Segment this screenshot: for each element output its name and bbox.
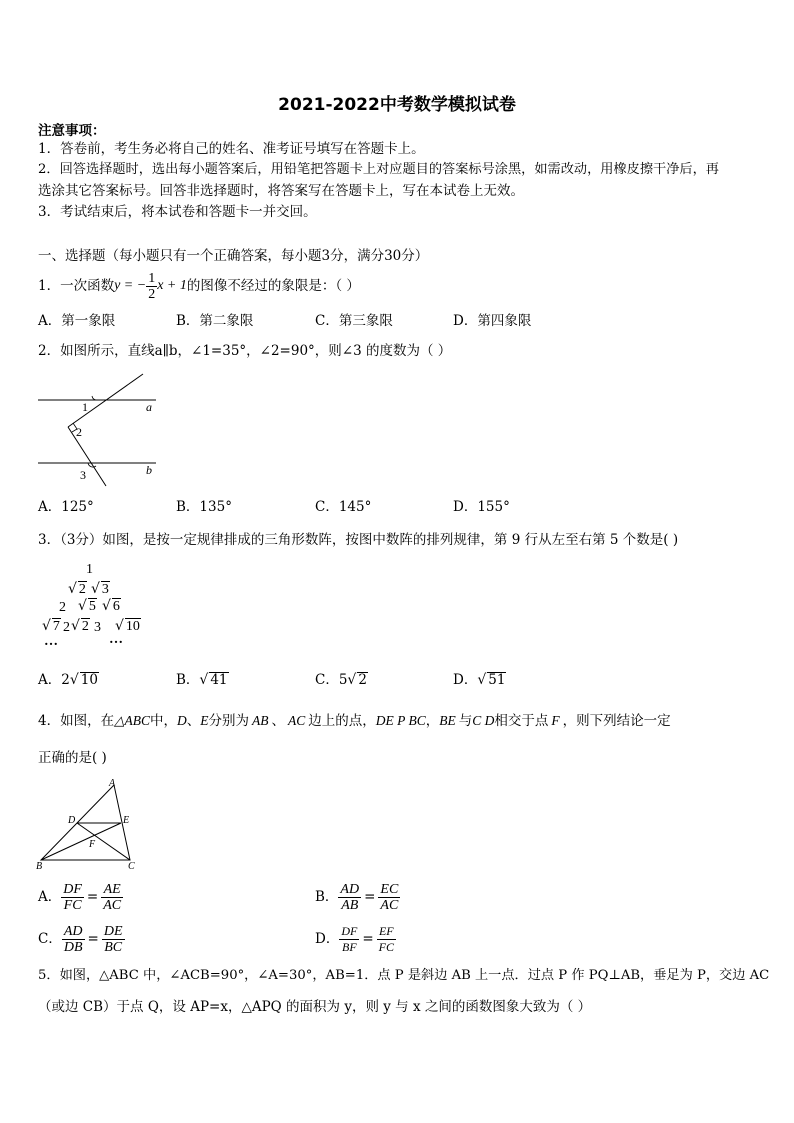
q4-a-den1: FC bbox=[63, 897, 82, 913]
notice-item-1: 1．答卷前，考生务必将自己的姓名、准考证号填写在答题卡上。 bbox=[38, 141, 425, 157]
notice-item-3: 3．考试结束后，将本试卷和答题卡一并交回。 bbox=[38, 204, 317, 220]
notice-item-2: 2．回答选择题时，选出每小题答案后，用铅笔把答题卡上对应题目的答案标号涂黑，如需改动，用橡皮擦干净后，再 bbox=[38, 162, 719, 177]
q4-side-ac: AC bbox=[287, 713, 306, 728]
transversal-lower bbox=[68, 427, 106, 486]
page-title: 2021-2022中考数学模拟试卷 bbox=[278, 95, 516, 115]
q4-sep-2: 、 bbox=[271, 713, 285, 729]
q1-fraction bbox=[146, 271, 157, 302]
q4-triangle: △ABC bbox=[114, 713, 150, 728]
vertex-b-label: B bbox=[36, 861, 43, 871]
array-r4-b: 2 bbox=[63, 620, 70, 635]
question-4-cont: 正确的是( ) bbox=[38, 750, 107, 766]
q4-c-num1: AD bbox=[63, 923, 83, 939]
q2-option-a[interactable]: A．125° bbox=[38, 499, 94, 515]
line-a-label: a bbox=[146, 400, 152, 414]
q4-a-num2: AE bbox=[101, 882, 123, 898]
array-r2-b: 3 bbox=[101, 582, 109, 597]
q3-c-radicand: 2 bbox=[358, 672, 367, 688]
q1-option-c[interactable]: C．第三象限 bbox=[315, 313, 393, 329]
q4-point-e: E bbox=[200, 713, 209, 728]
segment-cd bbox=[77, 823, 130, 860]
q2-figure bbox=[36, 370, 166, 490]
array-dots-2: … bbox=[109, 632, 123, 647]
q4-part-c: 分别为 bbox=[208, 713, 249, 729]
q4-point-f: F bbox=[551, 713, 560, 728]
q4-a-den2: AC bbox=[103, 897, 122, 913]
q4-a-equals: = bbox=[86, 889, 99, 905]
array-r1: 1 bbox=[86, 562, 93, 577]
q4-part-b: 中， bbox=[149, 713, 177, 729]
vertex-a-label: A bbox=[109, 778, 116, 789]
array-r3-b: 5 bbox=[88, 599, 96, 614]
array-dots-1: … bbox=[44, 634, 58, 649]
q1-eq-rhs: x + 1 bbox=[157, 278, 187, 293]
q4-a-label: A． bbox=[38, 889, 62, 905]
segment-be bbox=[41, 823, 121, 860]
question-4 bbox=[38, 713, 671, 729]
vertex-d-label: D bbox=[68, 815, 76, 826]
q4-b-den1: AB bbox=[341, 897, 359, 913]
q4-c-den1: DB bbox=[63, 939, 83, 955]
q1-option-d[interactable]: D．第四象限 bbox=[453, 313, 532, 329]
q4-c-label: C． bbox=[38, 931, 62, 947]
q3-a-radicand: 10 bbox=[80, 672, 98, 688]
q4-c-num2: DE bbox=[103, 923, 123, 939]
q4-side-ab: AB bbox=[251, 713, 269, 728]
vertex-c-label: C bbox=[128, 861, 135, 871]
q4-seg-be: BE bbox=[439, 713, 456, 728]
q4-point-d: D bbox=[176, 713, 187, 728]
q3-a-prefix: A．2 bbox=[38, 672, 70, 688]
question-5: 5．如图，△ABC 中，∠ACB=90°，∠A=30°，AB=1．点 P 是斜边 AB 上一点．过点 P 作 PQ⊥AB，垂足为 P，交边 AC bbox=[38, 968, 770, 983]
q2-option-d[interactable]: D．155° bbox=[453, 499, 510, 515]
q1-frac-num: 1 bbox=[148, 270, 156, 286]
q4-c-den2: BC bbox=[104, 939, 123, 955]
line-b-label: b bbox=[146, 463, 152, 477]
notice-item-2-cont: 选涂其它答案标号。回答非选择题时，将答案写在答题卡上，写在本试卷上无效。 bbox=[38, 183, 524, 199]
q3-d-radicand: 51 bbox=[488, 672, 506, 688]
q4-figure bbox=[34, 776, 144, 871]
q4-part-g: ，则下列结论一定 bbox=[562, 713, 671, 729]
q3-option-b[interactable]: B．√ 41 bbox=[176, 672, 228, 688]
q4-b-label: B． bbox=[315, 889, 339, 905]
q3-c-prefix: C．5 bbox=[315, 672, 348, 688]
q1-prefix: 1．一次函数 bbox=[38, 278, 115, 294]
q4-part-e: 与 bbox=[458, 713, 473, 729]
q3-b-radicand: 41 bbox=[210, 672, 228, 688]
q4-d-equals: = bbox=[362, 931, 374, 947]
q4-b-num1: AD bbox=[340, 881, 360, 897]
q4-sep-3: ， bbox=[425, 713, 440, 729]
section-heading: 一、选择题（每小题只有一个正确答案，每小题3分，满分30分） bbox=[38, 248, 429, 264]
q4-seg-cd: C D bbox=[472, 713, 495, 728]
question-5-cont: （或边 CB）于点 Q，设 AP=x，△APQ 的面积为 y，则 y 与 x 之间的函数图象大致为（ ） bbox=[38, 999, 592, 1015]
q1-option-a[interactable]: A．第一象限 bbox=[38, 313, 116, 329]
question-1 bbox=[38, 268, 360, 304]
q2-option-b[interactable]: B．135° bbox=[176, 499, 232, 515]
q4-part-d: 边上的点， bbox=[308, 713, 376, 729]
vertex-e-label: E bbox=[123, 815, 130, 826]
q4-b-equals: = bbox=[364, 889, 376, 905]
q3-option-c[interactable]: C．5√ 2 bbox=[315, 672, 367, 688]
array-r4-d: 3 bbox=[94, 620, 101, 635]
q4-sep-1: 、 bbox=[186, 713, 201, 729]
array-r3-c: 6 bbox=[112, 599, 120, 614]
q4-part-f: 相交于点 bbox=[494, 713, 549, 729]
angle-1-label: 1 bbox=[82, 400, 88, 414]
q4-option-c[interactable] bbox=[38, 918, 125, 960]
q1-suffix: 的图像不经过的象限是：（ ） bbox=[186, 278, 360, 294]
q1-frac-den: 2 bbox=[148, 286, 156, 302]
point-f-label: F bbox=[89, 839, 96, 850]
q4-b-den2: AC bbox=[380, 897, 399, 913]
q4-d-num2: EF bbox=[377, 924, 396, 940]
q4-a-num1: DF bbox=[63, 881, 82, 897]
q3-number-array: 1 √ 2 √ 3 2 √ 5 √ 6 √ 7 2 √ 2 3 √ 10 … … bbox=[42, 562, 140, 649]
q3-b-prefix: B． bbox=[176, 672, 200, 688]
angle-2-label: 2 bbox=[76, 425, 82, 439]
array-r2-a: 2 bbox=[78, 582, 86, 597]
q3-d-prefix: D． bbox=[453, 672, 478, 688]
q4-option-b[interactable] bbox=[315, 876, 400, 918]
q4-option-d[interactable] bbox=[315, 918, 396, 960]
array-r4-c: 2 bbox=[81, 619, 89, 634]
array-r3-a: 2 bbox=[59, 600, 66, 615]
angle1-arc bbox=[92, 396, 96, 400]
q4-d-den2: FC bbox=[378, 939, 394, 954]
q3-option-d[interactable]: D．√ 51 bbox=[453, 672, 506, 688]
q1-eq-lhs: y = − bbox=[114, 278, 147, 293]
q4-d-label: D． bbox=[315, 931, 340, 947]
q4-part-a: 4．如图，在 bbox=[38, 713, 115, 729]
q2-option-c[interactable]: C．145° bbox=[315, 499, 372, 515]
q4-d-den1: BF bbox=[341, 939, 357, 954]
q4-d-num1: DF bbox=[341, 923, 358, 938]
q3-option-a[interactable]: A．2√ 10 bbox=[38, 672, 98, 688]
notice-heading: 注意事项： bbox=[38, 123, 106, 139]
q4-c-equals: = bbox=[87, 931, 99, 947]
q4-b-num2: EC bbox=[380, 881, 399, 897]
question-3: 3．（3分）如图，是按一定规律排成的三角形数阵，按图中数阵的排列规律，第 9 行从左至右第 5 个数是( ) bbox=[38, 532, 679, 548]
q4-option-a[interactable] bbox=[38, 876, 123, 918]
question-2: 2．如图所示，直线a∥b，∠1=35°，∠2=90°，则∠3 的度数为（ ） bbox=[38, 343, 452, 359]
array-r4-e: 10 bbox=[125, 619, 140, 634]
q4-parallel: DE P BC bbox=[375, 713, 426, 728]
q1-option-b[interactable]: B．第二象限 bbox=[176, 313, 254, 329]
array-r4-a: 7 bbox=[52, 619, 60, 634]
angle-3-label: 3 bbox=[80, 468, 86, 482]
